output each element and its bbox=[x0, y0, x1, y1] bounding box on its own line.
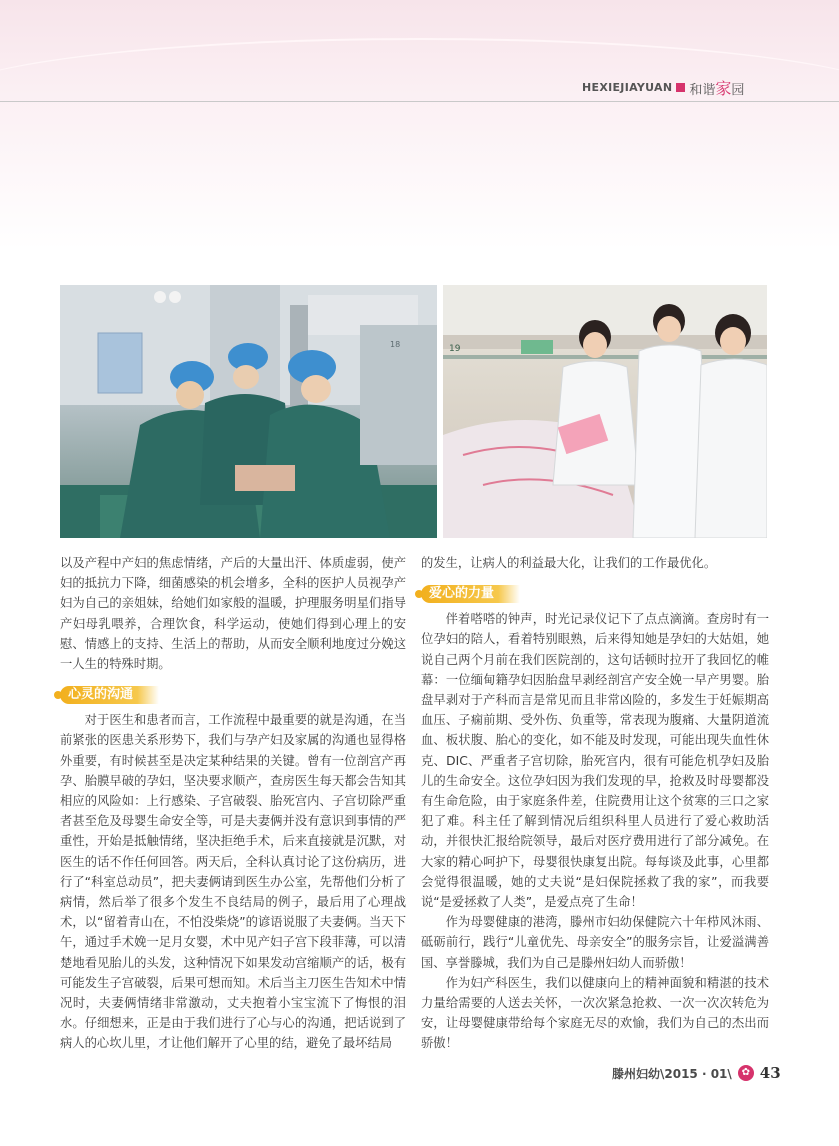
page-number: 43 bbox=[759, 1064, 781, 1082]
right-paragraph-4: 作为妇产科医生，我们以健康向上的精神面貌和精湛的技术力量给需要的人送去关怀，一次次紧急抢救、一次一次次转危为安，让母婴健康带给每个家庭无尽的欢愉，我们为自己的杰出而骄傲！ bbox=[421, 975, 769, 1051]
monitor-label-a: 18 bbox=[390, 340, 401, 349]
page-footer bbox=[612, 1064, 781, 1082]
left-paragraph-2: 对于医生和患者而言，工作流程中最重要的就是沟通，在当前紧张的医患关系形势下，我们与孕产妇及家属的沟通也显得格外重要，有时候甚至是决定某种结果的关键。曾有一位剖宫产再孕、胎膜早破的孕妇，坚决要求顺产，查房医生每天都会告知其相应的风险如：上行感染、子宫破裂、胎死宫内、子宫切除严重者甚至危及母婴生命安全等，可是夫妻俩并没有意识到事情的严重性，开始是抵触情绪，坚决拒绝手术，后来直接就是沉默，对医生的话不作任何回答。两天后，全科认真讨论了这份病历，进行了“科室总动员”，把夫妻俩请到医生办公室，先帮他们分析了病情，然后举了很多个发生不良结局的例子，最后用了心理战术，以“留着青山在，不怕没柴烧”的谚语说服了夫妻俩。当天下午，通过手术娩一足月女婴，术中见产妇子宫下段菲薄，可以清楚地看见胎儿的头发，这种情况下如果发动宫缩顺产的话，极有可能发生子宫破裂，后果可想而知。术后当主刀医生告知术中情况时，夫妻俩情绪非常激动，丈夫抱着小宝宝流下了悔恨的泪水。仔细想来，正是由于我们进行了心与心的沟通，把话说到了病人的心坎儿里，才让他们解开了心里的结，避免了最坏结局 bbox=[60, 713, 406, 1051]
article-left-column bbox=[60, 553, 406, 1054]
section-heading-communication bbox=[60, 684, 406, 706]
magazine-logo-icon: ✿ bbox=[738, 1065, 754, 1081]
surgery-scene-illustration bbox=[60, 285, 437, 538]
header-rule bbox=[0, 101, 839, 102]
brand-cn-prefix: 和谐 bbox=[689, 82, 716, 98]
section-title-communication: 心灵的沟通 bbox=[60, 686, 159, 704]
brand-latin-text: HEXIEJIAYUAN bbox=[582, 80, 673, 94]
article-right-column bbox=[421, 553, 769, 1054]
magazine-section-brand bbox=[582, 78, 744, 96]
brand-cn-suffix: 园 bbox=[731, 82, 745, 98]
left-paragraph-1: 以及产程中产妇的焦虑情绪，产后的大量出汗、体质虚弱，使产妇的抵抗力下降，细菌感染的机会增多，全科的医护人员视孕产妇为自己的亲姐妹，给她们如家般的温暖，护理服务明星们指导产妇母乳喂养，合理饮食，科学运动，使她们得到心理上的安慰、情感上的支持、生活上的帮助，从而安全顺利地度过分娩这一人生的特殊时期。 bbox=[60, 556, 406, 672]
section-heading-love bbox=[421, 583, 769, 605]
brand-cn-emphasis: 家 bbox=[715, 78, 732, 98]
brand-square-icon bbox=[676, 83, 685, 92]
issue-label: 滕州妇幼\2015 · 01\ bbox=[612, 1066, 732, 1081]
right-paragraph-1: 的发生，让病人的利益最大化，让我们的工作最优化。 bbox=[421, 556, 717, 570]
right-paragraph-2: 伴着嗒嗒的钟声，时光记录仪记下了点点滴滴。查房时有一位孕妇的陪人，看着特别眼熟，后来得知她是孕妇的大姑姐，她说自己两个月前在我们医院剖的，这句话顿时拉开了我回忆的帷幕：一位缅甸籍孕妇因胎盘早剥经剖宫产安全娩一早产男婴。胎盘早剥对于产科而言是常见而且非常凶险的，多发生于妊娠期高血压、子痫前期、受外伤、负重等，常表现为腹痛、大量阴道流血、板状腹、胎心的变化，如不能及时发现，可能出现失血性休克、DIC、严重者子宫切除，胎死宫内，很有可能危机孕妇及胎儿的生命安全。这位孕妇因为我们发现的早，抢救及时母婴都没有生命危险，由于家庭条件差，住院费用让这个贫寒的三口之家犯了难。科主任了解到情况后组织科里人员进行了爱心救助活动，并很快汇报给院领导，最后对医疗费用进行了部分减免。在大家的精心呵护下，母婴很快康复出院。每每谈及此事，心里都会觉得很温暖，她的丈夫说“是妇保院拯救了我的家”，而我要说“是爱拯救了人类”，是爱点亮了生命！ bbox=[421, 612, 769, 910]
page-top-band bbox=[0, 0, 839, 250]
ward-round-scene-illustration bbox=[443, 285, 767, 538]
bed-number-label: 19 bbox=[449, 344, 461, 354]
surgery-photo bbox=[60, 285, 437, 538]
section-title-love: 爱心的力量 bbox=[421, 585, 520, 603]
decorative-curve bbox=[0, 38, 839, 160]
brand-chinese-text bbox=[689, 76, 744, 99]
ward-round-photo bbox=[443, 285, 767, 538]
right-paragraph-3: 作为母婴健康的港湾，滕州市妇幼保健院六十年栉风沐雨、砥砺前行，践行“儿童优先、母亲安全”的服务宗旨，让爱溢满善国、享誉滕城，我们为自己是滕州妇幼人而骄傲！ bbox=[421, 915, 769, 970]
